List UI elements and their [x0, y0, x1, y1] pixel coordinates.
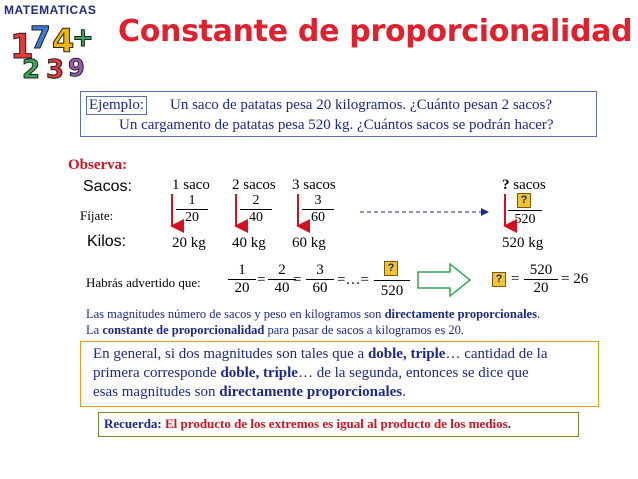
example-label: Ejemplo:: [86, 96, 147, 115]
unknown-column-sacos: [502, 177, 546, 194]
general-line-1: [93, 345, 547, 364]
row-label-kilos: Kilos:: [87, 233, 127, 250]
advertido-fraction-2: [268, 262, 296, 297]
column-3-numerator: 3: [314, 193, 322, 208]
advertido-numerator-3: 3: [316, 262, 324, 278]
explanation-line-2: [86, 322, 540, 338]
bold-span: directamente proporcionales: [219, 384, 403, 400]
bold-span: constante de proporcionalidad: [102, 323, 265, 337]
unknown-sacos-text: sacos: [509, 177, 546, 193]
equals-sign: =: [293, 272, 302, 288]
unknown-sacos-question: ?: [502, 177, 510, 193]
text-span: para pasar de sacos a kilogramos es 20.: [264, 323, 464, 337]
text-span: La: [86, 323, 103, 337]
column-1-sacos: 1 saco: [172, 177, 210, 193]
result-denominator: 20: [533, 280, 549, 296]
column-2-kilos: 40 kg: [232, 235, 266, 251]
advertido-fraction-1: [228, 262, 256, 297]
advertido-numerator-2: 2: [278, 262, 286, 278]
general-line-3: [93, 383, 547, 402]
general-line-2: [93, 364, 547, 383]
advertido-unknown-denominator: 520: [380, 283, 404, 299]
equals-sign: =: [257, 272, 266, 288]
text-span: En general, si dos magnitudes son tales que a: [93, 346, 368, 362]
recuerda-end: .: [507, 416, 511, 431]
text-span: .: [536, 307, 541, 321]
bold-span: directamente proporcionales: [384, 307, 537, 321]
text-span: Las magnitudes número de sacos y peso en kilogramos son: [86, 307, 385, 321]
column-1-fraction: [176, 193, 208, 226]
column-3-sacos: 3 sacos: [292, 177, 336, 193]
column-2-sacos: 2 sacos: [232, 177, 276, 193]
result-value: = 26: [561, 271, 589, 287]
bold-span: doble, triple: [367, 346, 446, 362]
column-3-denominator: 60: [311, 210, 325, 225]
row-label-fijate: Fíjate:: [80, 208, 114, 223]
recuerda-label: Recuerda:: [104, 416, 166, 431]
svg-text:7: 7: [30, 21, 51, 56]
advertido-denominator-2: 40: [274, 280, 290, 296]
page-title: Constante de proporcionalidad: [118, 14, 633, 49]
general-rule-text: [93, 345, 547, 402]
explanation-line-1: [86, 306, 540, 322]
example-line-1: Un saco de patatas pesa 20 kilogramos. ¿Cuánto pesan 2 sacos?: [170, 97, 552, 113]
svg-text:9: 9: [68, 54, 85, 80]
observa-heading: Observa:: [68, 157, 128, 173]
column-3-fraction: [302, 193, 334, 226]
column-1-kilos: 20 kg: [172, 235, 206, 251]
text-span: … cantidad de la: [445, 346, 548, 362]
recuerda-text: [104, 416, 511, 432]
recuerda-rule: El producto de los extremos es igual al producto de los medios: [165, 416, 508, 431]
column-2-numerator: 2: [252, 193, 260, 208]
explanation-paragraph: [86, 306, 540, 338]
column-2-fraction: [240, 193, 272, 226]
svg-text:1: 1: [10, 27, 34, 67]
advertido-label: Habrás advertido que:: [86, 275, 201, 290]
equals-ellipsis: =…=: [337, 272, 369, 288]
right-arrow-icon: [418, 264, 470, 296]
svg-text:2: 2: [22, 55, 41, 80]
svg-text:4: 4: [52, 22, 75, 60]
result-equals: =: [511, 271, 520, 287]
svg-text:+: +: [72, 23, 94, 53]
numbers-logo-image: [8, 18, 100, 80]
column-1-numerator: 1: [188, 193, 196, 208]
bold-span: doble, triple: [220, 365, 298, 381]
unknown-numerator-box: ?: [517, 193, 531, 208]
result-fraction: [524, 262, 558, 297]
unknown-denominator: 520: [514, 212, 536, 227]
advertido-denominator-1: 20: [234, 280, 250, 296]
result-numerator: 520: [529, 262, 553, 278]
column-1-denominator: 20: [185, 210, 199, 225]
advertido-numerator-1: 1: [238, 262, 246, 278]
unknown-column-kilos: 520 kg: [502, 235, 544, 251]
text-span: .: [402, 384, 406, 400]
fraction-bar: [508, 210, 542, 211]
text-span: primera corresponde: [93, 365, 221, 381]
advertido-denominator-3: 60: [312, 280, 328, 296]
result-unknown-box: ?: [492, 272, 506, 287]
row-label-sacos: Sacos:: [83, 178, 132, 195]
example-line-2: Un cargamento de patatas pesa 520 kg. ¿Cuántos sacos se podrán hacer?: [119, 117, 554, 133]
text-span: … de la segunda, entonces se dice que: [297, 365, 529, 381]
fraction-bar: [374, 280, 410, 281]
advertido-fraction-3: [306, 262, 334, 297]
column-2-denominator: 40: [249, 210, 263, 225]
column-3-kilos: 60 kg: [292, 235, 326, 251]
advertido-unknown-box: ?: [384, 261, 398, 276]
text-span: esas magnitudes son: [93, 384, 220, 400]
svg-text:3: 3: [46, 55, 65, 80]
logo-text: MATEMATICAS: [4, 3, 97, 17]
